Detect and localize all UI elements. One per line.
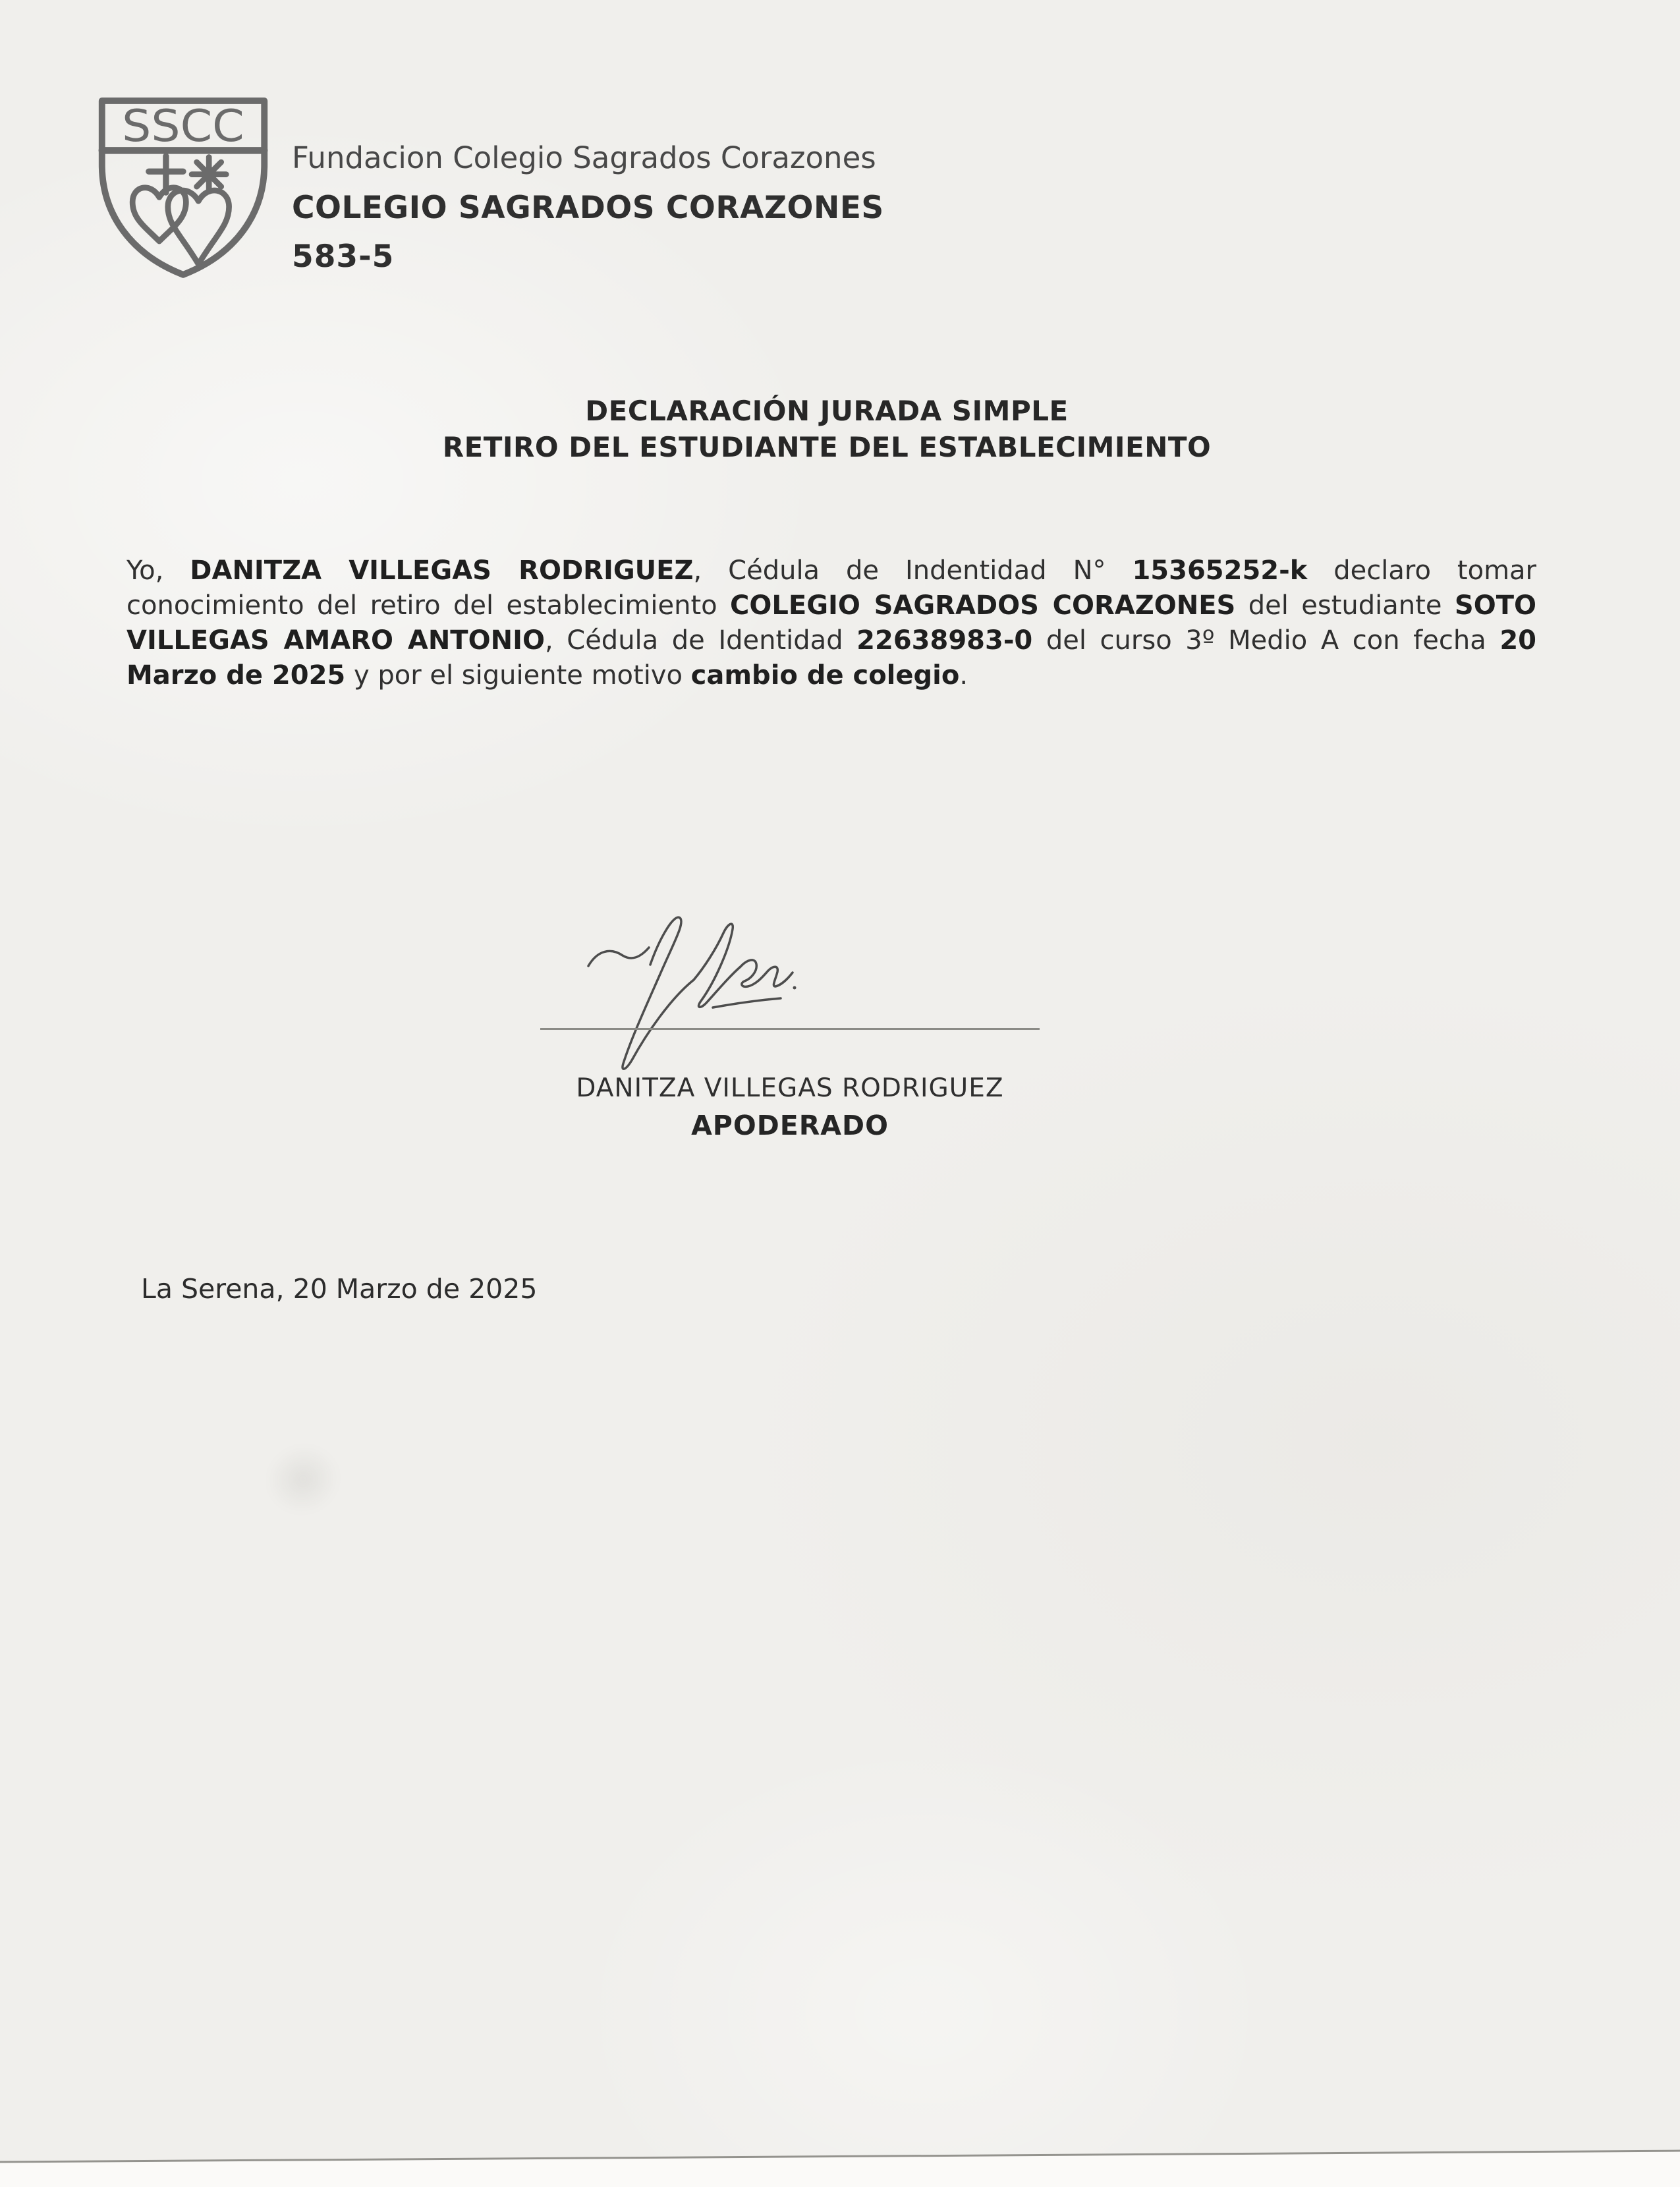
letterhead-foundation-name: Fundacion Colegio Sagrados Corazones [292,140,876,175]
declaration-text: , Cédula de Indentidad N° [693,555,1133,586]
signatory-role: APODERADO [691,1110,889,1141]
declaration-emphasis-text: cambio de colegio [690,660,960,691]
declaration-text: declaro tomar conocimiento del retiro del establecimiento [126,555,1536,621]
declaration-text: del estudiante [1235,590,1455,621]
signatory-name: DANITZA VILLEGAS RODRIGUEZ [576,1073,1004,1103]
paper-smudge-artifact [237,1415,370,1544]
declaration-text: , Cédula de Identidad [544,625,857,656]
declaration-text: Yo, [126,555,190,586]
letterhead-school-number: 583-5 [292,239,395,275]
declaration-emphasis-text: 20 Marzo de 2025 [126,625,1536,691]
declaration-text: . [959,660,968,691]
declaration-emphasis-text: DANITZA VILLEGAS RODRIGUEZ [190,555,694,586]
declaration-paragraph [126,554,1536,693]
handwritten-signature [563,901,873,1086]
star-icon [192,157,226,192]
document-title [125,393,1528,465]
declaration-emphasis-text: 15365252-k [1132,555,1308,586]
logo-acronym: SSCC [122,99,244,152]
declaration-emphasis-text: COLEGIO SAGRADOS CORAZONES [730,590,1236,621]
scanner-paper-edge [0,2149,1680,2187]
declaration-emphasis-text: SOTO VILLEGAS AMARO ANTONIO [126,590,1536,656]
place-and-date-line: La Serena, 20 Marzo de 2025 [141,1273,538,1305]
declaration-text: del curso 3º Medio A con fecha [1032,625,1500,656]
declaration-emphasis-text: 22638983-0 [856,625,1033,656]
title-line-1: DECLARACIÓN JURADA SIMPLE [585,395,1069,427]
declaration-text: y por el siguiente motivo [345,660,691,691]
letterhead-school-name: COLEGIO SAGRADOS CORAZONES [292,190,884,226]
title-line-2: RETIRO DEL ESTUDIANTE DEL ESTABLECIMIENTO [442,431,1212,463]
signature-rule-line [540,1028,1040,1030]
school-shield-logo-icon [88,90,279,282]
